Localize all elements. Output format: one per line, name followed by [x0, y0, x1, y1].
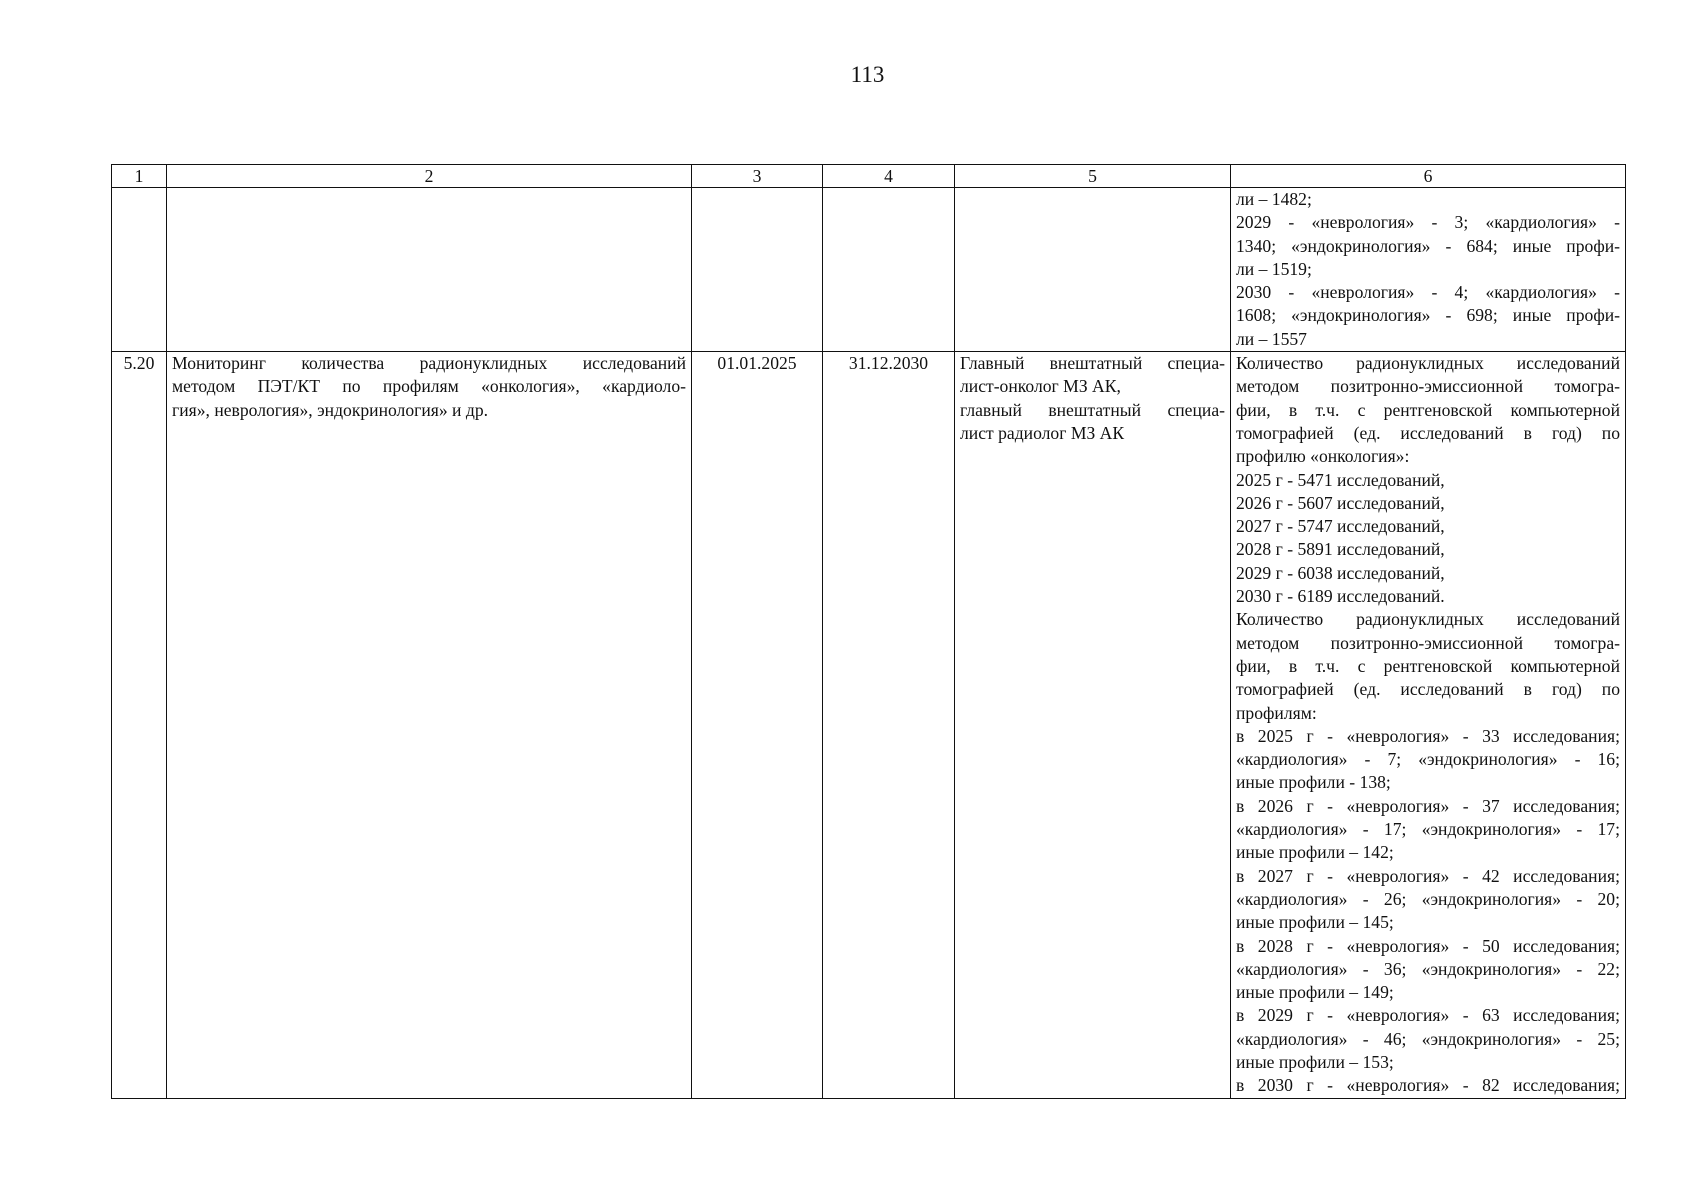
- header-col-2: 2: [167, 165, 692, 188]
- cont-cell-description: [167, 188, 692, 352]
- text-line: «кардиология» - 7; «эндокринология» - 16;: [1236, 749, 1620, 770]
- text-line: иные профили – 142;: [1236, 842, 1394, 863]
- text-line: томографией (ед. исследований в год) по: [1236, 679, 1620, 700]
- table-row-continuation: [112, 188, 1626, 352]
- row-description: [167, 352, 692, 1099]
- text-line: фии, в т.ч. с рентгеновской компьютерной: [1236, 655, 1620, 676]
- table-row-5-20: [112, 352, 1626, 1099]
- text-line: в 2029 г - «неврология» - 63 исследования;: [1236, 1005, 1620, 1026]
- text-line: методом позитронно-эмиссионной томогра-: [1236, 632, 1620, 653]
- text-line: 2025 г - 5471 исследований,: [1236, 469, 1445, 490]
- text-line: главный внештатный специа-: [960, 399, 1225, 420]
- text-line: 2026 г - 5607 исследований,: [1236, 492, 1445, 513]
- text-line: «кардиология» - 36; «эндокринология» - 22;: [1236, 958, 1620, 979]
- header-col-5: 5: [955, 165, 1231, 188]
- text-line: иные профили – 149;: [1236, 982, 1394, 1003]
- cont-cell-start-date: [692, 188, 823, 352]
- page-number: 113: [850, 62, 885, 87]
- text-line: лист-онколог МЗ АК,: [960, 376, 1121, 397]
- text-line: 2029 - «неврология» - 3; «кардиология» -: [1236, 212, 1620, 233]
- text-line: профилю «онкология»:: [1236, 446, 1410, 467]
- text-line: фии, в т.ч. с рентгеновской компьютерной: [1236, 399, 1620, 420]
- text-line: профилям:: [1236, 702, 1317, 723]
- table-header-row: [112, 165, 1626, 188]
- text-line: Мониторинг количества радионуклидных исследований: [172, 353, 686, 374]
- text-line: гия», неврология», эндокринология» и др.: [172, 399, 489, 420]
- text-line: ли – 1482;: [1236, 189, 1312, 209]
- text-line: ли – 1557: [1236, 328, 1307, 349]
- cont-cell-end-date: [823, 188, 955, 352]
- row-end-date: 31.12.2030: [823, 352, 955, 1099]
- text-line: «кардиология» - 26; «эндокринология» - 20;: [1236, 888, 1620, 909]
- text-line: в 2027 г - «неврология» - 42 исследования;: [1236, 865, 1620, 886]
- cont-cell-number: [112, 188, 167, 352]
- row-indicators: [1231, 352, 1626, 1099]
- text-line: в 2030 г - «неврология» - 82 исследования;: [1236, 1075, 1620, 1096]
- header-col-4: 4: [823, 165, 955, 188]
- text-line: «кардиология» - 46; «эндокринология» - 25;: [1236, 1028, 1620, 1049]
- text-line: 2030 г - 6189 исследований.: [1236, 586, 1445, 607]
- cont-cell-responsible: [955, 188, 1231, 352]
- text-line: 1340; «эндокринология» - 684; иные профи-: [1236, 235, 1620, 256]
- row-start-date: 01.01.2025: [692, 352, 823, 1099]
- text-line: методом ПЭТ/КТ по профилям «онкология», «кардиоло-: [172, 376, 686, 397]
- row-number: 5.20: [112, 352, 167, 1099]
- text-line: иные профили – 153;: [1236, 1051, 1394, 1072]
- text-line: Количество радионуклидных исследований: [1236, 609, 1620, 630]
- row-responsible: [955, 352, 1231, 1099]
- text-line: иные профили – 145;: [1236, 912, 1394, 933]
- plan-table: [111, 164, 1626, 1099]
- text-line: в 2028 г - «неврология» - 50 исследования;: [1236, 935, 1620, 956]
- text-line: лист радиолог МЗ АК: [960, 422, 1125, 443]
- text-line: ли – 1519;: [1236, 258, 1312, 279]
- text-line: Главный внештатный специа-: [960, 353, 1225, 374]
- text-line: 2027 г - 5747 исследований,: [1236, 516, 1445, 537]
- text-line: томографией (ед. исследований в год) по: [1236, 422, 1620, 443]
- text-line: в 2026 г - «неврология» - 37 исследования;: [1236, 795, 1620, 816]
- text-line: 2029 г - 6038 исследований,: [1236, 562, 1445, 583]
- text-line: Количество радионуклидных исследований: [1236, 353, 1620, 374]
- cont-cell-indicators: [1231, 188, 1626, 352]
- text-line: 2028 г - 5891 исследований,: [1236, 539, 1445, 560]
- header-col-6: 6: [1231, 165, 1626, 188]
- text-line: методом позитронно-эмиссионной томогра-: [1236, 376, 1620, 397]
- text-line: в 2025 г - «неврология» - 33 исследования;: [1236, 725, 1620, 746]
- header-col-1: 1: [112, 165, 167, 188]
- text-line: «кардиология» - 17; «эндокринология» - 17;: [1236, 819, 1620, 840]
- text-line: 2030 - «неврология» - 4; «кардиология» -: [1236, 282, 1620, 303]
- text-line: 1608; «эндокринология» - 698; иные профи-: [1236, 305, 1620, 326]
- text-line: иные профили - 138;: [1236, 772, 1391, 793]
- header-col-3: 3: [692, 165, 823, 188]
